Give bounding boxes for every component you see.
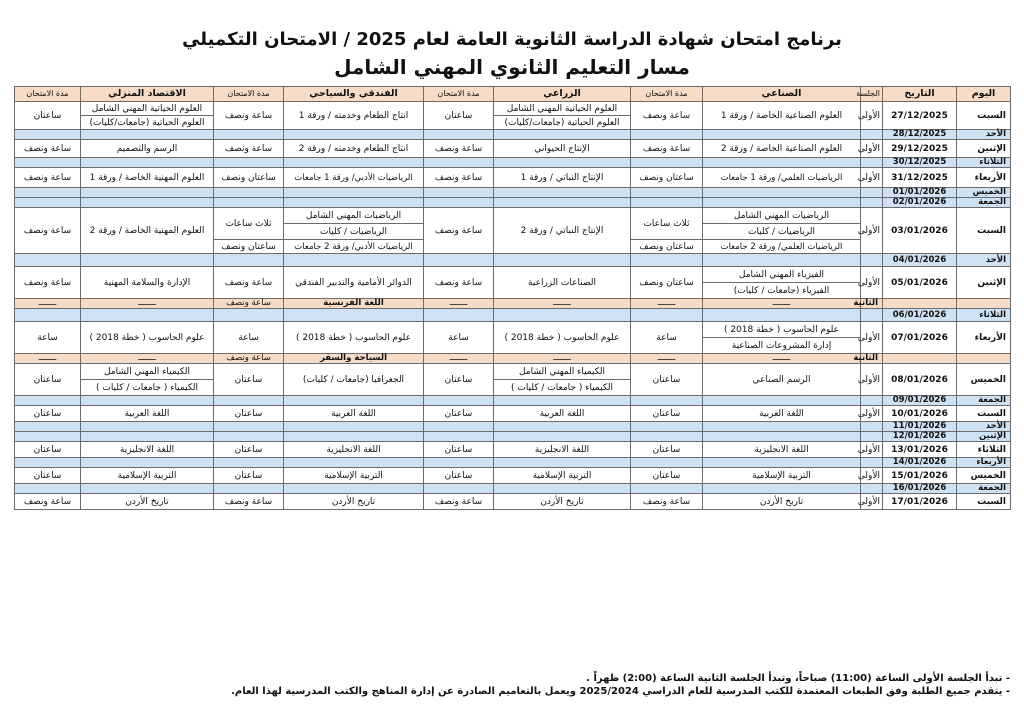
date-cell: 13/01/2026 <box>883 442 957 458</box>
table-row <box>15 168 1011 188</box>
subject-cell: التربية الإسلامية <box>494 468 631 484</box>
date-cell: 30/12/2025 <box>883 158 957 168</box>
subject-cell: الرياضيات المهني الشامل <box>703 208 861 224</box>
duration-cell: ساعة ونصف <box>15 208 81 254</box>
duration-cell: ساعتان <box>15 406 81 422</box>
day-cell: الثلاثاء <box>957 309 1011 322</box>
duration-cell: ساعتان ونصف <box>631 240 703 254</box>
table-row <box>15 130 1011 140</box>
day-cell: الجمعة <box>957 396 1011 406</box>
subject-cell: اللغة العربية <box>81 406 214 422</box>
notes <box>14 672 1010 698</box>
session-cell: الأولى <box>861 494 883 510</box>
table-row <box>15 364 1011 380</box>
duration-cell: ثلاث ساعات <box>214 208 284 240</box>
session-cell: الأولى <box>861 208 883 254</box>
day-cell: الثلاثاء <box>957 158 1011 168</box>
table-row <box>15 458 1011 468</box>
session-cell: الأولى <box>861 468 883 484</box>
subject-cell: اللغة العربية <box>703 406 861 422</box>
table-row <box>15 267 1011 283</box>
subject-cell: الإنتاج النباتي / ورقة 1 <box>494 168 631 188</box>
session-cell: الأولى <box>861 442 883 458</box>
table-row <box>15 299 1011 309</box>
subject-cell: الكيمياء المهني الشامل <box>81 364 214 380</box>
date-cell: 29/12/2025 <box>883 140 957 158</box>
subject-cell: تاريخ الأردن <box>703 494 861 510</box>
duration-cell: ساعة <box>631 322 703 354</box>
subject-cell: العلوم الحياتية (جامعات/كليات) <box>81 116 214 130</box>
subject-cell: الرياضيات العلمي/ ورقة 2 جامعات <box>703 240 861 254</box>
header-agricultural: الزراعي <box>494 87 631 102</box>
session-cell: الأولى <box>861 322 883 354</box>
duration-cell: ثلاث ساعات <box>631 208 703 240</box>
duration-cell: ساعة ونصف <box>15 494 81 510</box>
duration-cell: ساعة <box>15 322 81 354</box>
table-row <box>15 140 1011 158</box>
date-cell: 08/01/2026 <box>883 364 957 396</box>
day-cell: الأربعاء <box>957 168 1011 188</box>
subject-cell: الجغرافيا (جامعات / كليات) <box>284 364 424 396</box>
subject-cell: التربية الإسلامية <box>703 468 861 484</box>
duration-cell: ساعة ونصف <box>424 494 494 510</box>
day-cell: الجمعة <box>957 484 1011 494</box>
subject-cell: إدارة المشروعات الصناعية <box>703 338 861 354</box>
duration-cell: ساعتان <box>424 102 494 130</box>
subject-cell: السياحة والسفر <box>284 354 424 364</box>
session-cell: الأولى <box>861 364 883 396</box>
session-cell: الأولى <box>861 140 883 158</box>
header-duration: مدة الامتحان <box>15 87 81 102</box>
duration-cell: ساعة ونصف <box>15 168 81 188</box>
duration-cell: ساعة ونصف <box>214 140 284 158</box>
dash-cell: ـــــــ <box>15 354 81 364</box>
subject-cell: علوم الحاسوب ( خطة 2018 ) <box>284 322 424 354</box>
header-industrial: الصناعي <box>703 87 861 102</box>
day-cell: الخميس <box>957 188 1011 198</box>
duration-cell: ساعتان <box>15 468 81 484</box>
subject-cell: العلوم المهنية الخاصة / ورقة 2 <box>81 208 214 254</box>
table-row <box>15 322 1011 338</box>
duration-cell: ساعتان ونصف <box>214 168 284 188</box>
dash-cell: ـــــــ <box>703 354 861 364</box>
subject-cell: الرسم والتصميم <box>81 140 214 158</box>
dash-cell: ـــــــ <box>15 299 81 309</box>
subject-cell: تاريخ الأردن <box>81 494 214 510</box>
subject-cell: تاريخ الأردن <box>284 494 424 510</box>
day-cell: الأحد <box>957 422 1011 432</box>
subject-cell: العلوم الحياتية المهني الشامل <box>494 102 631 116</box>
subject-cell: الدوائر الأمامية والتدبير الفندقي <box>284 267 424 299</box>
subject-cell: الإدارة والسلامة المهنية <box>81 267 214 299</box>
date-cell: 28/12/2025 <box>883 130 957 140</box>
table-row <box>15 309 1011 322</box>
day-cell: الأربعاء <box>957 458 1011 468</box>
duration-cell: ساعتان <box>631 406 703 422</box>
date-cell: 09/01/2026 <box>883 396 957 406</box>
duration-cell: ساعة ونصف <box>214 494 284 510</box>
subject-cell: علوم الحاسوب ( خطة 2018 ) <box>703 322 861 338</box>
subject-cell: الرياضيات الأدبي/ ورقة 1 جامعات <box>284 168 424 188</box>
table-row <box>15 102 1011 116</box>
duration-cell: ساعتان <box>15 442 81 458</box>
duration-cell: ساعتان ونصف <box>214 240 284 254</box>
header-date: التاريخ <box>883 87 957 102</box>
date-cell: 14/01/2026 <box>883 458 957 468</box>
subject-cell: اللغة الانجليزية <box>494 442 631 458</box>
dash-cell: ـــــــ <box>703 299 861 309</box>
table-row <box>15 198 1011 208</box>
subject-cell: الكيمياء ( جامعات / كليات ) <box>494 380 631 396</box>
table-row <box>15 494 1011 510</box>
subject-cell: انتاج الطعام وخدمته / ورقة 2 <box>284 140 424 158</box>
duration-cell: ساعة <box>424 322 494 354</box>
day-cell: الإثنين <box>957 140 1011 158</box>
note-line: - تبدأ الجلسة الأولى الساعة (11:00) صباحاً، وتبدأ الجلسة الثانية الساعة (2:00) ظهراً . <box>586 673 1010 684</box>
duration-cell: ساعة ونصف <box>424 168 494 188</box>
day-cell: الخميس <box>957 364 1011 396</box>
subject-cell: الرياضيات الأدبي/ ورقة 2 جامعات <box>284 240 424 254</box>
duration-cell: ساعتان <box>631 442 703 458</box>
date-cell: 12/01/2026 <box>883 432 957 442</box>
dash-cell: ـــــــ <box>424 299 494 309</box>
duration-cell: ساعة ونصف <box>631 140 703 158</box>
duration-cell: ساعة ونصف <box>631 102 703 130</box>
duration-cell: ساعة ونصف <box>631 494 703 510</box>
session-cell: الأولى <box>861 267 883 299</box>
duration-cell: ساعة ونصف <box>15 267 81 299</box>
duration-cell: ساعتان <box>424 468 494 484</box>
duration-cell: ساعتان <box>424 406 494 422</box>
subject-cell: التربية الإسلامية <box>81 468 214 484</box>
table-row <box>15 396 1011 406</box>
subject-cell: اللغة الفرنسية <box>284 299 424 309</box>
duration-cell: ساعة ونصف <box>424 267 494 299</box>
table-row <box>15 406 1011 422</box>
subject-cell: الرياضيات / كليات <box>284 224 424 240</box>
date-cell: 04/01/2026 <box>883 254 957 267</box>
subject-cell: اللغة الانجليزية <box>703 442 861 458</box>
session-cell: الأولى <box>861 102 883 130</box>
table-row <box>15 158 1011 168</box>
subject-cell: اللغة الانجليزية <box>284 442 424 458</box>
session-cell: الأولى <box>861 406 883 422</box>
duration-cell: ساعة ونصف <box>214 299 284 309</box>
day-cell: الأربعاء <box>957 322 1011 354</box>
page-title: برنامج امتحان شهادة الدراسة الثانوية العامة لعام 2025 / الامتحان التكميلي <box>182 29 842 50</box>
dash-cell: ـــــــ <box>81 354 214 364</box>
dash-cell: ـــــــ <box>631 354 703 364</box>
day-cell: السبت <box>957 494 1011 510</box>
subject-cell: الفيزياء المهني الشامل <box>703 267 861 283</box>
day-cell: السبت <box>957 208 1011 254</box>
subject-cell: الصناعات الزراعية <box>494 267 631 299</box>
table-row <box>15 254 1011 267</box>
dash-cell: ـــــــ <box>81 299 214 309</box>
duration-cell: ساعتان <box>214 364 284 396</box>
header-session: الجلسة <box>861 87 883 102</box>
dash-cell: ـــــــ <box>631 299 703 309</box>
subject-cell: التربية الإسلامية <box>284 468 424 484</box>
date-cell: 10/01/2026 <box>883 406 957 422</box>
duration-cell: ساعتان <box>214 406 284 422</box>
subject-cell: الرياضيات المهني الشامل <box>284 208 424 224</box>
date-cell: 16/01/2026 <box>883 484 957 494</box>
session-cell: الثانية <box>861 299 883 309</box>
duration-cell: ساعتان ونصف <box>631 267 703 299</box>
subject-cell: العلوم الصناعية الخاصة / ورقة 2 <box>703 140 861 158</box>
day-cell: السبت <box>957 406 1011 422</box>
date-cell: 05/01/2026 <box>883 267 957 299</box>
subject-cell: تاريخ الأردن <box>494 494 631 510</box>
duration-cell: ساعة ونصف <box>214 102 284 130</box>
day-cell: الخميس <box>957 468 1011 484</box>
table-row <box>15 468 1011 484</box>
session-cell: الثانية <box>861 354 883 364</box>
date-cell: 27/12/2025 <box>883 102 957 130</box>
date-cell: 01/01/2026 <box>883 188 957 198</box>
date-cell: 06/01/2026 <box>883 309 957 322</box>
day-cell: السبت <box>957 102 1011 130</box>
date-cell: 11/01/2026 <box>883 422 957 432</box>
duration-cell: ساعتان <box>631 468 703 484</box>
subject-cell: العلوم الحياتية المهني الشامل <box>81 102 214 116</box>
subject-cell: اللغة العربية <box>284 406 424 422</box>
subject-cell: الفيزياء (جامعات / كليات) <box>703 283 861 299</box>
date-cell: 31/12/2025 <box>883 168 957 188</box>
day-cell: الأحد <box>957 130 1011 140</box>
subject-cell: الإنتاج الحيواني <box>494 140 631 158</box>
duration-cell: ساعتان <box>424 442 494 458</box>
subject-cell: الرياضيات / كليات <box>703 224 861 240</box>
duration-cell: ساعة ونصف <box>15 140 81 158</box>
subject-cell: الكيمياء المهني الشامل <box>494 364 631 380</box>
date-cell: 02/01/2026 <box>883 198 957 208</box>
duration-cell: ساعة ونصف <box>424 208 494 254</box>
table-row <box>15 484 1011 494</box>
table-row <box>15 442 1011 458</box>
subject-cell: انتاج الطعام وخدمته / ورقة 1 <box>284 102 424 130</box>
page-subtitle: مسار التعليم الثانوي المهني الشامل <box>334 55 690 79</box>
duration-cell: ساعة <box>214 322 284 354</box>
table-row <box>15 208 1011 224</box>
duration-cell: ساعتان <box>15 102 81 130</box>
session-cell: الأولى <box>861 168 883 188</box>
header-day: اليوم <box>957 87 1011 102</box>
dash-cell: ـــــــ <box>494 299 631 309</box>
subject-cell: علوم الحاسوب ( خطة 2018 ) <box>81 322 214 354</box>
subject-cell: اللغة الانجليزية <box>81 442 214 458</box>
duration-cell: ساعتان <box>424 364 494 396</box>
subject-cell: الكيمياء ( جامعات / كليات ) <box>81 380 214 396</box>
duration-cell: ساعتان <box>214 442 284 458</box>
duration-cell: ساعة ونصف <box>214 354 284 364</box>
dash-cell: ـــــــ <box>494 354 631 364</box>
header-duration: مدة الامتحان <box>424 87 494 102</box>
date-cell: 15/01/2026 <box>883 468 957 484</box>
day-cell: الإثنين <box>957 267 1011 299</box>
note-line: - يتقدم جميع الطلبة وفق الطبعات المعتمدة للكتب المدرسية للعام الدراسي 2025/2024 ويعمل بالتعاميم الصادرة عن إدارة المناهج والكتب المدرسية لهذا العام. <box>231 686 1010 697</box>
duration-cell: ساعتان <box>631 364 703 396</box>
subject-cell: اللغة العربية <box>494 406 631 422</box>
header-duration: مدة الامتحان <box>214 87 284 102</box>
subject-cell: علوم الحاسوب ( خطة 2018 ) <box>494 322 631 354</box>
table-row <box>15 432 1011 442</box>
subject-cell: العلوم الصناعية الخاصة / ورقة 1 <box>703 102 861 130</box>
subject-cell: العلوم الحياتية (جامعات/كليات) <box>494 116 631 130</box>
duration-cell: ساعتان <box>214 468 284 484</box>
table-row <box>15 354 1011 364</box>
table-row <box>15 188 1011 198</box>
duration-cell: ساعة ونصف <box>424 140 494 158</box>
date-cell: 17/01/2026 <box>883 494 957 510</box>
header-row <box>15 87 1011 102</box>
schedule-table <box>14 86 1011 510</box>
table-row <box>15 422 1011 432</box>
subject-cell: الرياضيات العلمي/ ورقة 1 جامعات <box>703 168 861 188</box>
header-home-economics: الاقتصاد المنزلي <box>81 87 214 102</box>
header-duration: مدة الامتحان <box>631 87 703 102</box>
dash-cell: ـــــــ <box>424 354 494 364</box>
subject-cell: العلوم المهنية الخاصة / ورقة 1 <box>81 168 214 188</box>
date-cell: 03/01/2026 <box>883 208 957 254</box>
day-cell: الإثنين <box>957 432 1011 442</box>
date-cell: 07/01/2026 <box>883 322 957 354</box>
duration-cell: ساعة ونصف <box>214 267 284 299</box>
day-cell: الجمعة <box>957 198 1011 208</box>
header-hotel: الفندقي والسياحي <box>284 87 424 102</box>
subject-cell: الرسم الصناعي <box>703 364 861 396</box>
duration-cell: ساعتان ونصف <box>631 168 703 188</box>
day-cell: الثلاثاء <box>957 442 1011 458</box>
duration-cell: ساعتان <box>15 364 81 396</box>
day-cell: الأحد <box>957 254 1011 267</box>
subject-cell: الإنتاج النباتي / ورقة 2 <box>494 208 631 254</box>
